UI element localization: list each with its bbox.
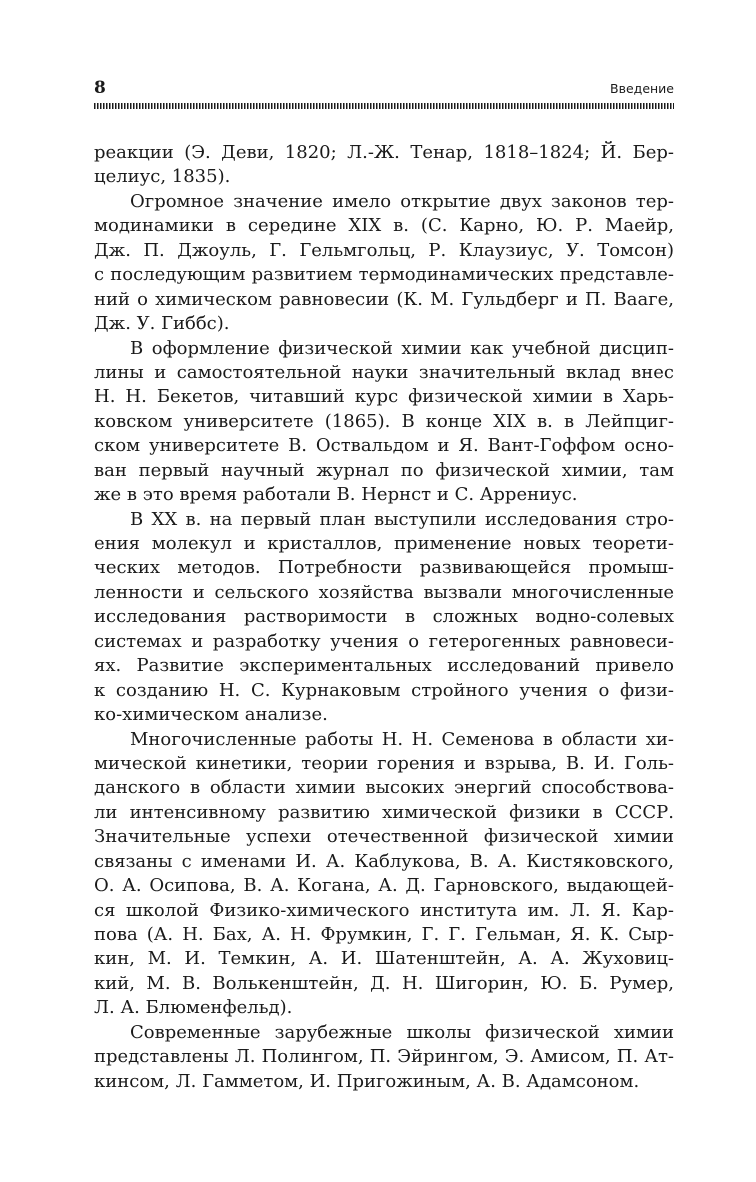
text-line: ях. Развитие экспериментальных исследований привело	[94, 655, 674, 677]
text-line: реакции (Э. Деви, 1820; Л.-Ж. Тенар, 1818–1824; Й. Бер-	[94, 142, 674, 163]
text-line: ения молекул и кристаллов, применение новых теорети-	[94, 533, 674, 554]
page-header	[94, 78, 674, 100]
text-line: пова (А. Н. Бах, А. Н. Фрумкин, Г. Г. Гельман, Я. К. Сыр-	[94, 924, 674, 945]
text-line: целиус, 1835).	[94, 166, 231, 188]
text-line: ний о химическом равновесии (К. М. Гульдберг и П. Вааге,	[94, 288, 674, 310]
text-line: Многочисленные работы Н. Н. Семенова в области хи-	[130, 728, 674, 750]
text-line: ко-химическом анализе.	[94, 704, 328, 726]
text-line: ван первый научный журнал по физической химии, там	[94, 459, 674, 481]
text-line: данского в области химии высоких энергий способствова-	[94, 777, 674, 799]
text-line: кин, М. И. Темкин, А. И. Шатенштейн, А. А. Жуховиц-	[94, 948, 674, 970]
text-line: ленности и сельского хозяйства вызвали многочисленные	[94, 581, 674, 603]
text-line: ся школой Физико-химического института им. Л. Я. Кар-	[94, 899, 674, 921]
body-text	[94, 141, 674, 1094]
text-line: Современные зарубежные школы физической химии	[130, 1021, 674, 1043]
text-line: ческих методов. Потребности развивающейся промыш-	[94, 557, 674, 579]
paragraph	[94, 141, 674, 190]
paragraph	[94, 337, 674, 508]
text-line: Н. Н. Бекетов, читавший курс физической химии в Харь-	[94, 386, 674, 408]
page-number: 8	[94, 78, 106, 98]
text-line: Дж. П. Джоуль, Г. Гельмгольц, Р. Клаузиус, У. Томсон)	[94, 239, 674, 261]
text-line: лины и самостоятельной науки значительный вклад внес	[94, 361, 674, 383]
header-rule	[94, 103, 674, 109]
text-line: В оформление физической химии как учебной дисцип-	[130, 337, 674, 359]
text-line: же в это время работали В. Нернст и С. Аррениус.	[94, 484, 578, 506]
paragraph	[94, 1021, 674, 1094]
text-line: исследования растворимости в сложных водно-солевых	[94, 606, 674, 628]
text-line: ковском университете (1865). В конце XIX в. в Лейпциг-	[94, 410, 674, 432]
paragraph	[94, 728, 674, 1021]
text-line: Л. А. Блюменфельд).	[94, 997, 293, 1019]
text-line: Значительные успехи отечественной физической химии	[94, 826, 674, 848]
text-line: представлены Л. Полингом, П. Эйрингом, Э. Амисом, П. Ат-	[94, 1046, 674, 1068]
text-line: кий, М. В. Волькенштейн, Д. Н. Шигорин, Ю. Б. Румер,	[94, 972, 674, 994]
text-line: системах и разработку учения о гетерогенных равновеси-	[94, 630, 674, 652]
text-line: мической кинетики, теории горения и взрыва, В. И. Голь-	[94, 752, 674, 774]
text-line: Дж. У. Гиббс).	[94, 313, 230, 335]
running-head: Введение	[610, 81, 674, 96]
text-line: В XX в. на первый план выступили исследования стро-	[130, 508, 674, 530]
text-line: ском университете В. Оствальдом и Я. Вант-Гоффом осно-	[94, 435, 674, 457]
text-line: ли интенсивному развитию химической физики в СССР.	[94, 801, 674, 823]
paragraph	[94, 190, 674, 337]
text-line: Огромное значение имело открытие двух законов тер-	[130, 190, 674, 212]
text-line: О. А. Осипова, В. А. Когана, А. Д. Гарновского, выдающей-	[94, 875, 674, 897]
text-line: к созданию Н. С. Курнаковым стройного учения о физи-	[94, 679, 674, 701]
text-line: модинамики в середине XIX в. (С. Карно, Ю. Р. Маейр,	[94, 215, 674, 237]
text-line: связаны с именами И. А. Каблукова, В. А. Кистяковского,	[94, 850, 674, 872]
text-line: с последующим развитием термодинамических представле-	[94, 264, 674, 286]
text-line: кинсом, Л. Гамметом, И. Пригожиным, А. В. Адамсоном.	[94, 1070, 640, 1092]
paragraph	[94, 508, 674, 728]
